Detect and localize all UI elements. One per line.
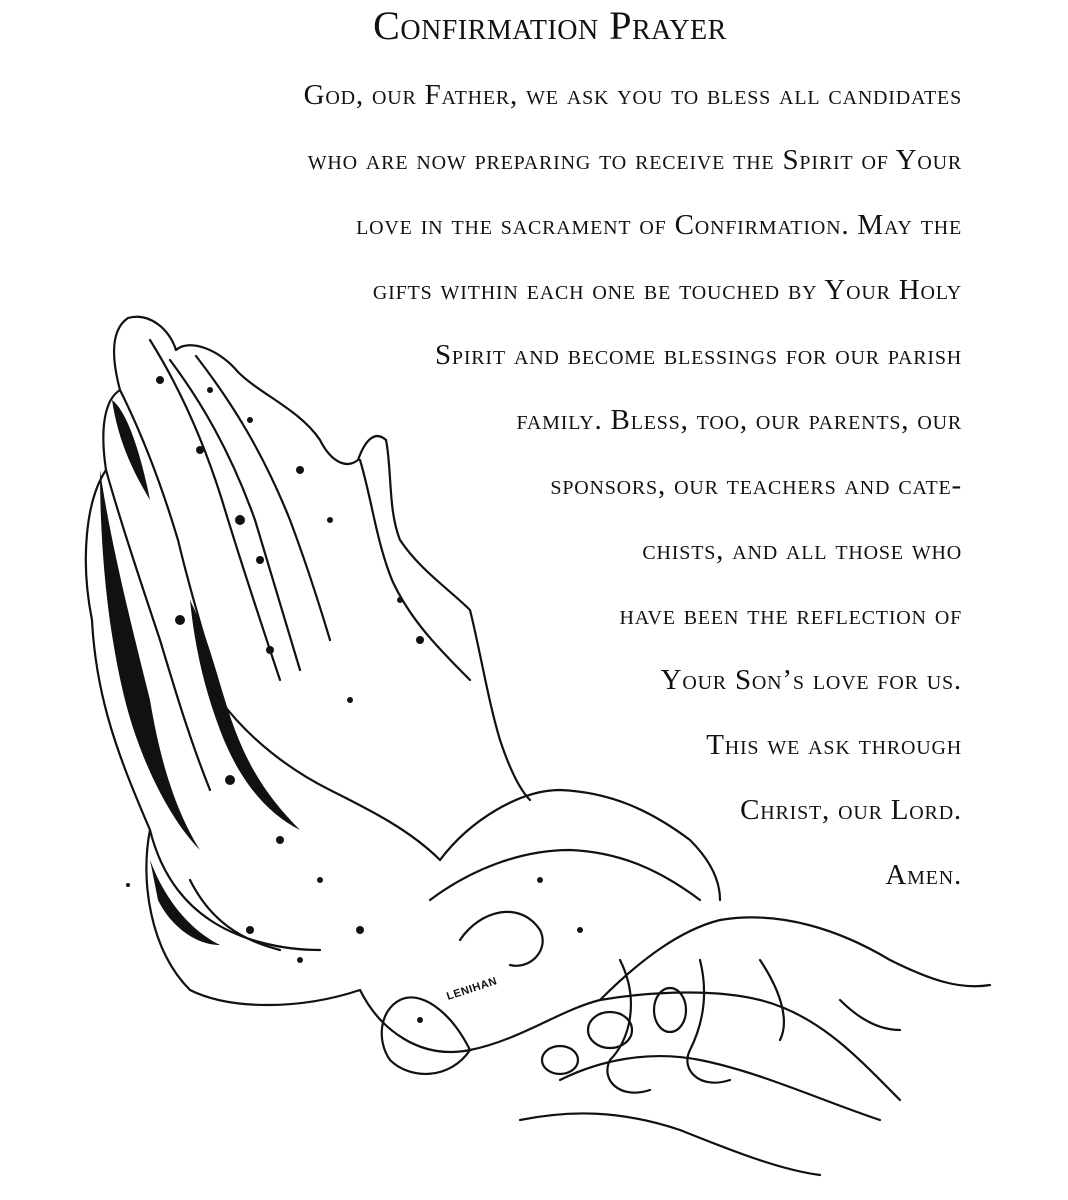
prayer-line: Amen. (885, 859, 962, 891)
prayer-line: family. Bless, too, our parents, our (516, 404, 962, 436)
prayer-line: This we ask through (706, 729, 962, 761)
prayer-line: God, our Father, we ask you to bless all candidates (303, 79, 962, 111)
prayer-line: Spirit and become blessings for our parish (434, 339, 962, 371)
prayer-line: sponsors, our teachers and cate- (550, 469, 962, 501)
prayer-line: Your Son’s love for us. (660, 664, 962, 696)
artist-signature: LENIHAN (445, 975, 499, 1003)
page-title: Confirmation Prayer (373, 3, 727, 48)
prayer-line: Christ, our Lord. (740, 794, 962, 826)
prayer-line: gifts within each one be touched by Your Holy (372, 274, 962, 306)
prayer-line: who are now preparing to receive the Spirit of Your (307, 144, 962, 176)
prayer-line: have been the reflection of (619, 599, 962, 631)
prayer-line: chists, and all those who (642, 534, 962, 566)
prayer-line: love in the sacrament of Confirmation. May the (356, 209, 962, 241)
